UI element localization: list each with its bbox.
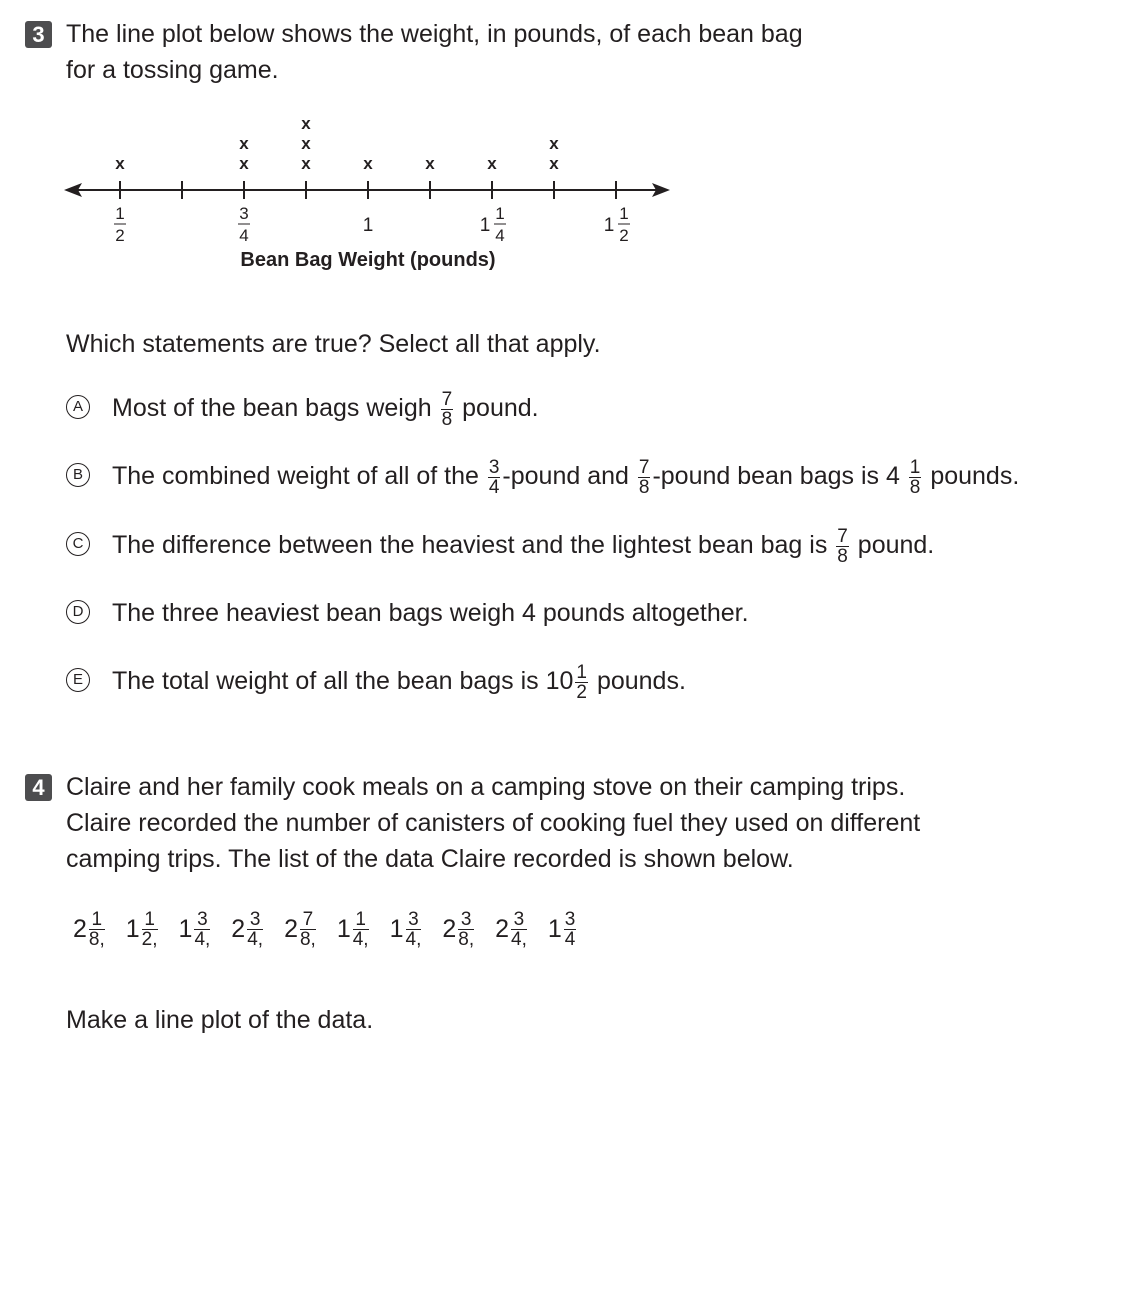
numerator: 3 bbox=[511, 910, 527, 930]
fraction bbox=[575, 663, 588, 702]
x-mark: x bbox=[549, 134, 559, 153]
fraction bbox=[89, 910, 105, 949]
question-4-text-line-1: Claire and her family cook meals on a camping stove on their camping trips. bbox=[66, 773, 906, 801]
tick-numerator: 1 bbox=[495, 204, 505, 223]
option-letter-circle[interactable]: A bbox=[66, 395, 90, 419]
numerator: 3 bbox=[247, 910, 263, 930]
denominator: 4 bbox=[564, 929, 576, 950]
tick-denominator: 4 bbox=[495, 226, 505, 245]
question-4-instruction: Make a line plot of the data. bbox=[66, 1006, 374, 1034]
fraction bbox=[564, 910, 577, 949]
whole-part: 2 bbox=[73, 915, 87, 943]
denominator: 8, bbox=[458, 929, 475, 950]
denominator: 4, bbox=[352, 929, 369, 950]
x-mark: x bbox=[239, 134, 249, 153]
numerator: 1 bbox=[576, 661, 587, 683]
data-value bbox=[495, 910, 529, 949]
denominator: 4, bbox=[405, 929, 422, 950]
option-letter-circle[interactable]: D bbox=[66, 600, 90, 624]
question-3-badge: 3 bbox=[25, 21, 52, 48]
option-letter-circle[interactable]: C bbox=[66, 532, 90, 556]
tick-denominator: 2 bbox=[619, 226, 629, 245]
tick-numerator: 1 bbox=[115, 204, 125, 223]
tick-label bbox=[604, 204, 630, 245]
question-4-badge: 4 bbox=[25, 774, 52, 801]
question-3-text-line-2: for a tossing game. bbox=[66, 56, 279, 84]
denominator: 8 bbox=[638, 476, 650, 498]
numerator: 7 bbox=[441, 388, 453, 410]
tick-numerator: 1 bbox=[619, 204, 629, 223]
x-axis-label: Bean Bag Weight (pounds) bbox=[240, 249, 496, 271]
whole-part: 2 bbox=[495, 915, 510, 943]
option-e[interactable] bbox=[66, 661, 686, 701]
x-mark: x bbox=[425, 154, 435, 173]
data-value bbox=[126, 910, 160, 949]
data-value bbox=[390, 910, 424, 949]
numerator: 7 bbox=[837, 525, 848, 547]
numerator: 7 bbox=[638, 456, 650, 478]
option-text: pounds. bbox=[590, 667, 686, 695]
whole-part: 2 bbox=[442, 915, 457, 943]
fraction bbox=[511, 910, 527, 949]
denominator: 2, bbox=[141, 929, 158, 950]
option-text: Most of the bean bags weigh bbox=[112, 394, 439, 422]
data-value bbox=[442, 910, 476, 949]
tick-whole: 1 bbox=[603, 215, 615, 236]
numerator: 1 bbox=[909, 456, 921, 478]
denominator: 4, bbox=[194, 929, 211, 950]
tick-label bbox=[363, 215, 374, 236]
whole-part: 1 bbox=[178, 915, 193, 943]
numerator: 3 bbox=[564, 909, 576, 930]
denominator: 4 bbox=[488, 476, 500, 498]
denominator: 8 bbox=[441, 408, 453, 430]
option-text: pound. bbox=[850, 531, 935, 559]
option-text: pound. bbox=[455, 394, 539, 422]
whole-part: 1 bbox=[389, 915, 404, 943]
option-text: -pound bean bags is 4 bbox=[652, 462, 907, 490]
tick-whole: 1 bbox=[479, 215, 491, 236]
tick-whole: 1 bbox=[362, 215, 374, 236]
fraction bbox=[458, 910, 474, 949]
numerator: 1 bbox=[353, 910, 369, 930]
numerator: 3 bbox=[406, 910, 422, 930]
fraction bbox=[441, 390, 454, 429]
tick-denominator: 4 bbox=[239, 226, 249, 245]
fuel-data-list bbox=[73, 910, 597, 949]
bean-bag-line-plot bbox=[0, 100, 700, 280]
option-text: The difference between the heaviest and the lightest bean bag is bbox=[112, 531, 835, 559]
fraction bbox=[406, 910, 422, 949]
x-mark: x bbox=[115, 154, 125, 173]
fraction bbox=[194, 910, 210, 949]
whole-part: 2 bbox=[231, 915, 246, 943]
denominator: 8, bbox=[299, 929, 316, 950]
x-mark: x bbox=[239, 154, 249, 173]
data-value bbox=[284, 910, 318, 949]
data-value bbox=[548, 910, 578, 949]
option-c[interactable] bbox=[66, 525, 934, 565]
tick-label bbox=[480, 204, 506, 245]
denominator: 4, bbox=[247, 929, 264, 950]
data-value bbox=[337, 910, 371, 949]
numerator: 1 bbox=[89, 910, 105, 930]
tick-label bbox=[114, 204, 126, 245]
denominator: 8 bbox=[837, 545, 848, 567]
whole-part: 1 bbox=[547, 915, 562, 943]
numerator: 1 bbox=[142, 910, 158, 930]
fraction bbox=[300, 910, 316, 949]
denominator: 2 bbox=[576, 681, 587, 703]
option-text: pounds. bbox=[923, 462, 1020, 490]
x-mark: x bbox=[363, 154, 373, 173]
tick-label bbox=[238, 204, 250, 245]
question-4-text-line-2: Claire recorded the number of canisters of cooking fuel they used on different bbox=[66, 809, 921, 837]
option-text: The three heaviest bean bags weigh 4 pounds altogether. bbox=[112, 599, 749, 627]
option-d[interactable] bbox=[66, 593, 749, 633]
tick-denominator: 2 bbox=[115, 226, 125, 245]
denominator: 8 bbox=[909, 476, 921, 498]
x-mark: x bbox=[301, 154, 311, 173]
x-mark: x bbox=[487, 154, 497, 173]
fraction bbox=[836, 527, 849, 566]
numerator: 3 bbox=[194, 910, 210, 930]
question-3-text-line-1: The line plot below shows the weight, in pounds, of each bean bag bbox=[66, 20, 803, 48]
tick-numerator: 3 bbox=[239, 204, 249, 223]
x-mark: x bbox=[549, 154, 559, 173]
fraction bbox=[909, 458, 922, 497]
question-3-prompt: Which statements are true? Select all that apply. bbox=[66, 330, 601, 358]
fraction bbox=[142, 910, 158, 949]
whole-part: 2 bbox=[284, 915, 298, 943]
fraction bbox=[247, 910, 263, 949]
numerator: 3 bbox=[458, 910, 474, 930]
fraction bbox=[353, 910, 369, 949]
numerator: 7 bbox=[300, 910, 316, 930]
x-mark: x bbox=[301, 114, 311, 133]
option-text: The combined weight of all of the bbox=[112, 462, 486, 490]
option-letter-circle[interactable]: B bbox=[66, 463, 90, 487]
denominator: 8, bbox=[88, 929, 105, 950]
fraction bbox=[638, 458, 651, 497]
question-4-text-line-3: camping trips. The list of the data Claire recorded is shown below. bbox=[66, 845, 794, 873]
data-value bbox=[231, 910, 265, 949]
option-a[interactable] bbox=[66, 388, 539, 428]
numerator: 3 bbox=[488, 456, 500, 478]
data-value bbox=[179, 910, 213, 949]
option-text: The total weight of all the bean bags is 10 bbox=[112, 667, 574, 695]
fraction bbox=[488, 458, 501, 497]
option-text: -pound and bbox=[502, 462, 636, 490]
option-letter-circle[interactable]: E bbox=[66, 668, 90, 692]
whole-part: 1 bbox=[125, 915, 140, 943]
option-b[interactable] bbox=[66, 456, 1019, 496]
denominator: 4, bbox=[511, 929, 527, 950]
whole-part: 1 bbox=[336, 915, 351, 943]
data-value bbox=[73, 910, 107, 949]
x-mark: x bbox=[301, 134, 311, 153]
